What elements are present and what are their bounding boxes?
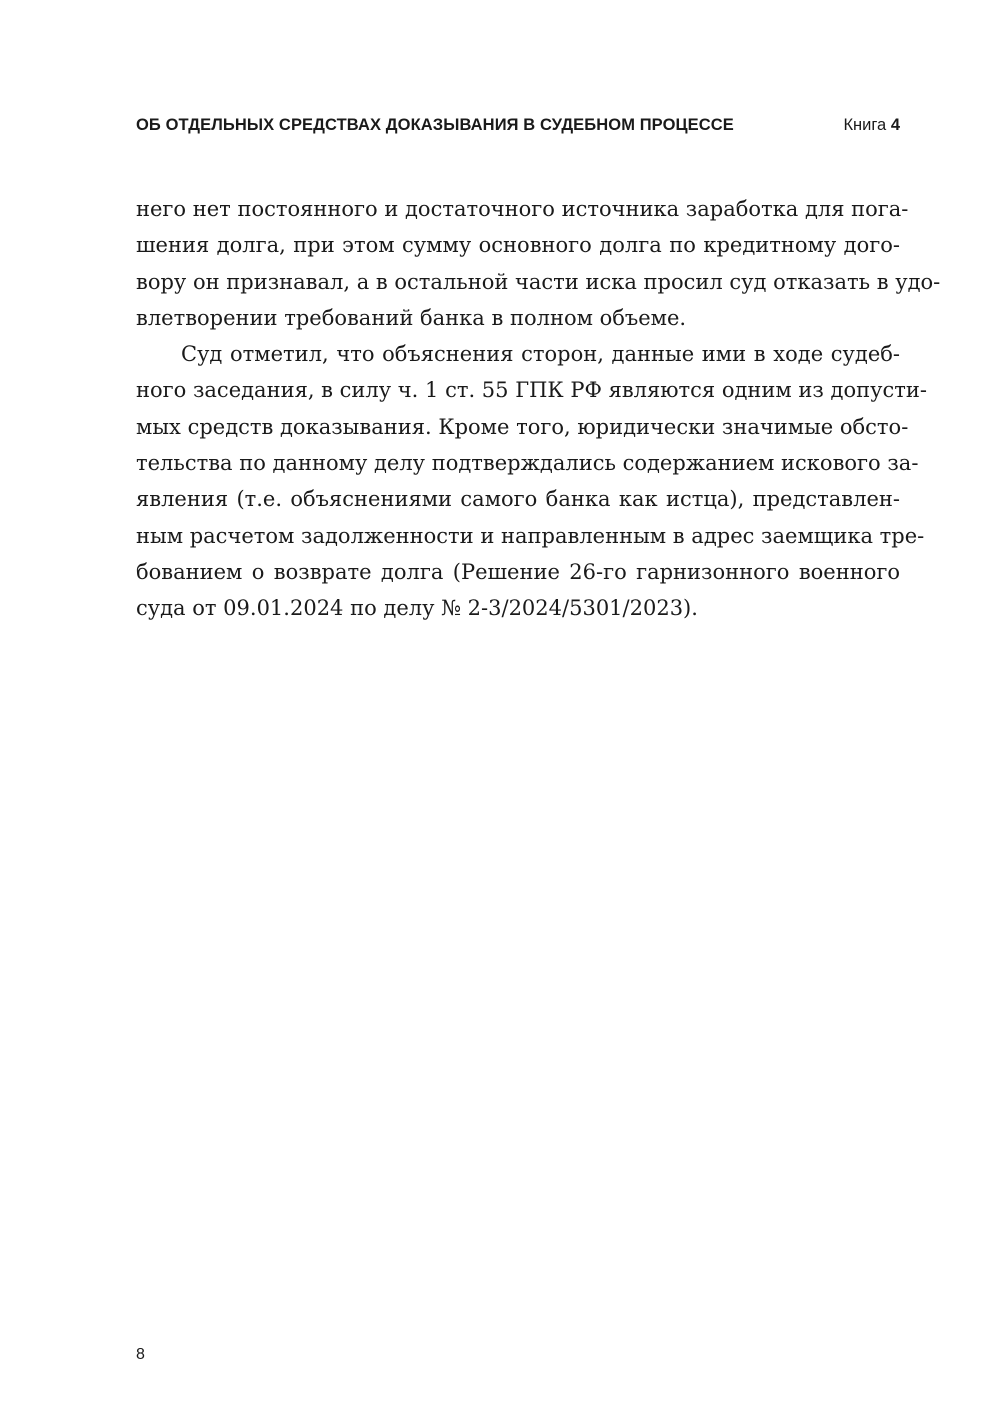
- text-line: явления (т.е. объяснениями самого банка как истца), представлен-: [136, 487, 900, 512]
- book-number: 4: [890, 116, 900, 134]
- text-line: бованием о возврате долга (Решение 26-го гарнизонного военного: [136, 559, 900, 584]
- book-indicator: [843, 116, 900, 135]
- text-line: вору он признавал, а в остальной части иска просил суд отказать в удо-: [136, 269, 941, 294]
- paragraph: [136, 336, 927, 626]
- body-text: [136, 191, 941, 627]
- text-line: суда от 09.01.2024 по делу № 2-3/2024/5301/2023).: [136, 596, 698, 621]
- text-line: ного заседания, в силу ч. 1 ст. 55 ГПК РФ являются одним из допусти-: [136, 378, 927, 403]
- paragraph: [136, 191, 941, 336]
- text-line: мых средств доказывания. Кроме того, юридически значимые обсто-: [136, 414, 909, 439]
- text-line: шения долга, при этом сумму основного долга по кредитному дого-: [136, 233, 900, 258]
- text-line: него нет постоянного и достаточного источника заработка для пога-: [136, 197, 909, 221]
- running-header: [136, 116, 900, 142]
- page-number: 8: [136, 1346, 145, 1363]
- book-label: Книга: [843, 116, 887, 134]
- running-header-title: ОБ ОТДЕЛЬНЫХ СРЕДСТВАХ ДОКАЗЫВАНИЯ В СУДЕБНОМ ПРОЦЕССЕ: [136, 116, 734, 134]
- text-line: Суд отметил, что объяснения сторон, данные ими в ходе судеб-: [181, 342, 900, 367]
- text-line: ным расчетом задолженности и направленным в адрес заемщика тре-: [136, 523, 925, 548]
- text-line: тельства по данному делу подтверждались содержанием искового за-: [136, 451, 919, 476]
- text-line: влетворении требований банка в полном объеме.: [136, 305, 687, 330]
